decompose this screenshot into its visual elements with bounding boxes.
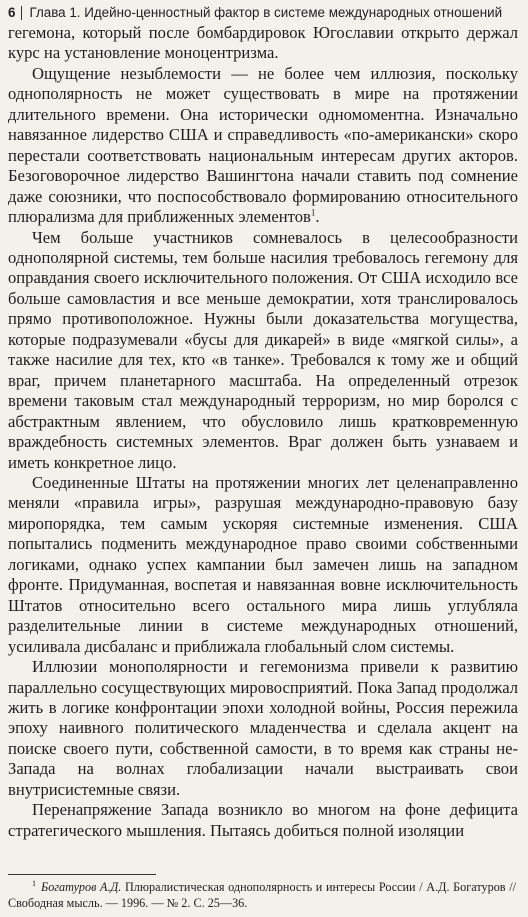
footnote-text: Плюралистическая однополярность и интересы России / А.Д. Богатуров // Свободная мысль. — 1996. — № 2. С. 25—36. bbox=[8, 880, 517, 910]
paragraph: гегемона, который после бомбардировок Югославии открыто держал курс на установление моноцентризма. bbox=[8, 23, 518, 63]
footnote bbox=[8, 879, 516, 911]
footnote-divider bbox=[8, 874, 156, 875]
running-header bbox=[8, 4, 518, 21]
page-number: 6 bbox=[8, 5, 16, 20]
header-separator bbox=[21, 6, 22, 20]
body-text bbox=[8, 23, 518, 841]
paragraph: Соединенные Штаты на протяжении многих лет целенаправленно меняли «правила игры», разрушая международно-правовую базу миропорядка, тем самым ускоряя системные изменения. США попытались подменить международное право своими собственными логиками, однако успех кампании был замечен лишь на западном фронте. Придуманная, воспетая и навязанная вовне исключительность Штатов относительно всего остального мира лишь углубляла разделительные линии в системе международных отношений, усиливала дисбаланс и приближала глобальный слом системы. bbox=[8, 472, 518, 656]
paragraph: Чем больше участников сомневалось в целесообразности однополярной системы, тем больше насилия требовалось гегемону для оправдания своего исключительного положения. От США исходило все больше самовластия и все меньше демократии, хотя транслировалось прямо противоположное. Нужны были доказательства могущества, которые подразумевали «бусы для дикарей» в виде «мягкой силы», а также насилие для тех, кто «в танке». Требовался к тому же и общий враг, причем планетарного масштаба. На определенный отрезок времени таковым стал международный терроризм, но мир боролся с абстрактным явлением, что обусловило лишь кратковременную враждебность системных элементов. Враг должен быть узнаваем и иметь конкретное лицо. bbox=[8, 227, 518, 472]
footnote-author: Богатуров А.Д. bbox=[41, 880, 122, 894]
chapter-title: Глава 1. Идейно-ценностный фактор в системе международных отношений bbox=[29, 5, 503, 20]
paragraph: Ощущение незыблемости — не более чем иллюзия, поскольку однополярность не может существовать в мире на протяжении длительного времени. Она исторически одномоментна. Изначально навязанное лидерство США и справедливость «по-американски» скоро перестали соответствовать национальным интересам других акторов. Безоговорочное лидерство Вашингтона начали ставить под сомнение даже союзники, что поспособствовало формированию относительного плюрализма для приближенных элементов$^1$. bbox=[8, 63, 518, 227]
footnote-reference[interactable]: 1 bbox=[310, 207, 316, 218]
footnote-mark: 1 bbox=[32, 878, 36, 888]
paragraph: Перенапряжение Запада возникло во многом на фоне дефицита стратегического мышления. Пытаясь добиться полной изоляции bbox=[8, 800, 518, 840]
paragraph: Иллюзии монополярности и гегемонизма привели к развитию параллельно сосуществующих мировосприятий. Пока Запад продолжал жить в логике конфронтации эпохи холодной войны, Россия пережила эпоху наивного политического младенчества и сделала акцент на поиске своего пути, собственной самости, в то время как страны не-Запада на волнах глобализации начали выстраивать свои внутрисистемные связи. bbox=[8, 657, 518, 799]
